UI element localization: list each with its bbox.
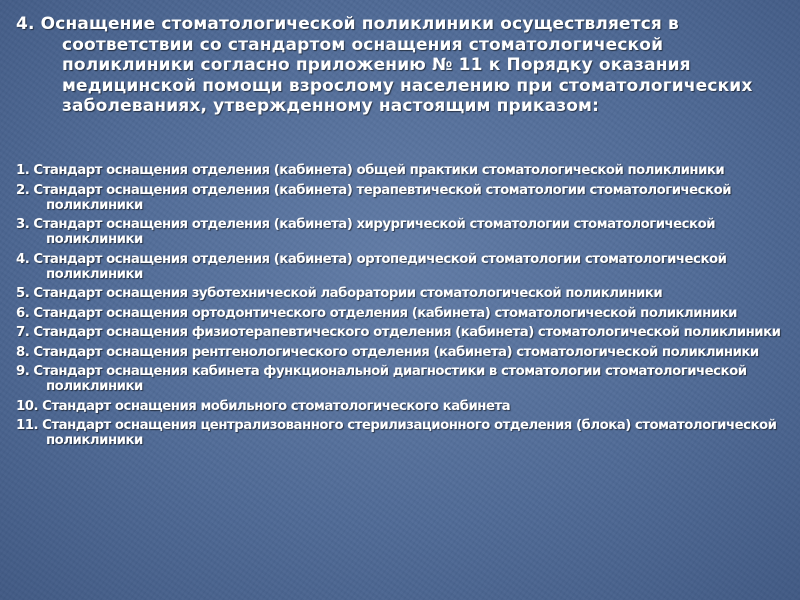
list-item: 8. Стандарт оснащения рентгенологического отделения (кабинета) стоматологической поликлиники <box>16 344 759 360</box>
list-item: 2. Стандарт оснащения отделения (кабинета) терапевтической стоматологии стоматологической поликлиники <box>16 182 732 213</box>
list-item: 5. Стандарт оснащения зуботехнической лаборатории стоматологической поликлиники <box>16 286 663 301</box>
list-item: 6. Стандарт оснащения ортодонтического отделения (кабинета) стоматологической поликлиники <box>16 305 737 321</box>
list-item: 3. Стандарт оснащения отделения (кабинета) хирургической стоматологии стоматологической поликлиники <box>16 217 716 247</box>
list-item: 9. Стандарт оснащения кабинета функциональной диагностики в стоматологии стоматологической поликлиники <box>16 364 747 394</box>
standards-list <box>16 163 796 453</box>
list-item: 11. Стандарт оснащения централизованного стерилизационного отделения (блока) стоматологической поликлиники <box>16 418 777 448</box>
list-item: 10. Стандарт оснащения мобильного стоматологического кабинета <box>16 398 511 414</box>
list-item: 7. Стандарт оснащения физиотерапевтического отделения (кабинета) стоматологической поликлиники <box>16 325 781 340</box>
list-item: 1. Стандарт оснащения отделения (кабинета) общей практики стоматологической поликлиники <box>16 163 725 178</box>
list-item: 4. Стандарт оснащения отделения (кабинета) ортопедической стоматологии стоматологической поликлиники <box>16 251 727 282</box>
slide-heading: 4. Оснащение стоматологической поликлиники осуществляется в соответствии со стандартом оснащения стоматологической поликлиники согласно приложению № 11 к Порядку оказания медицинской помощи взрослому населению при стоматологических заболеваниях, утвержденному настоящим приказом: <box>16 14 753 116</box>
